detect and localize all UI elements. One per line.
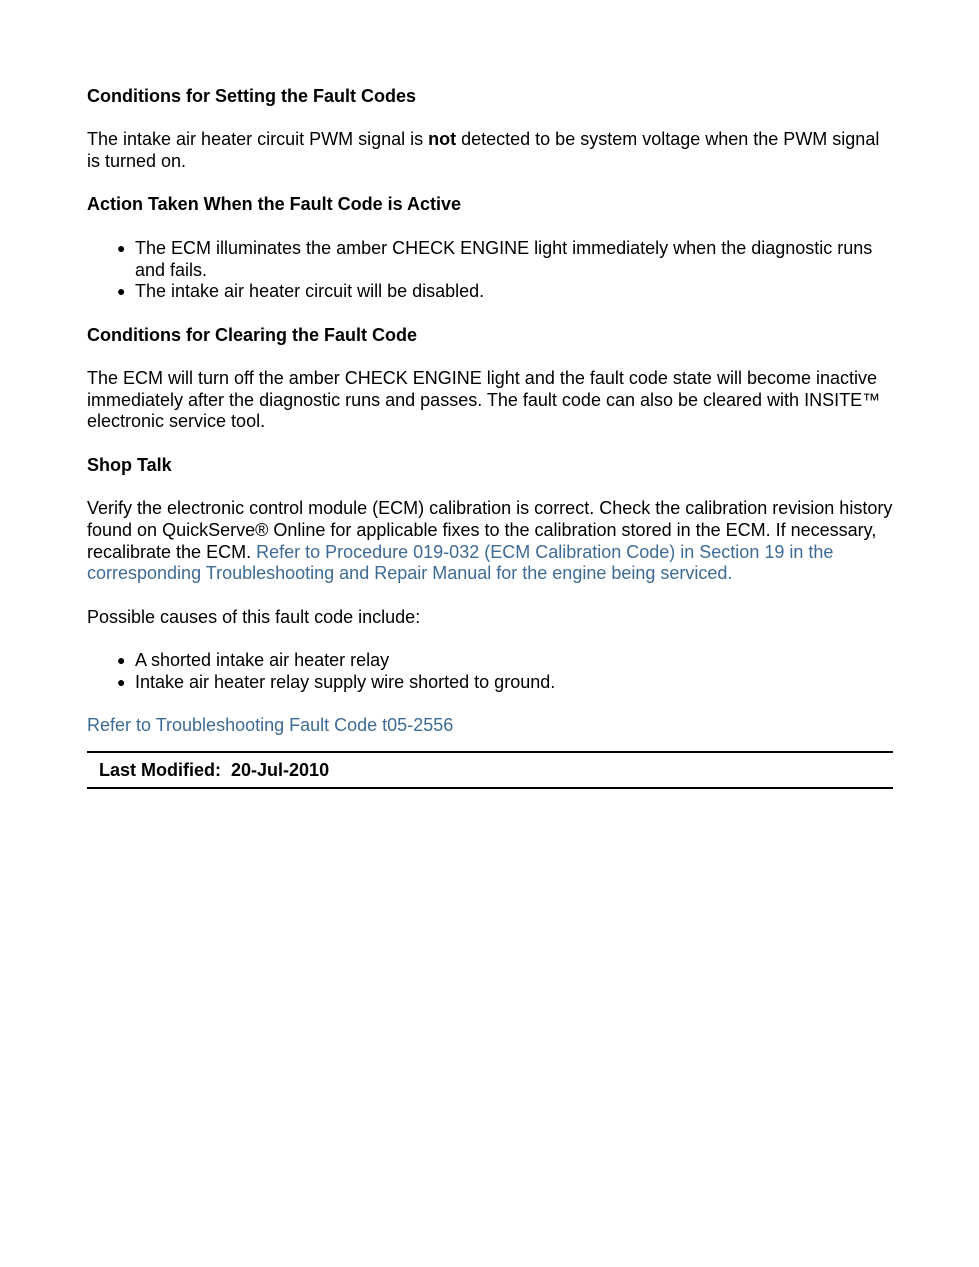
last-modified-date: 20-Jul-2010 (231, 759, 330, 780)
shop-talk-body: Verify the electronic control module (ECM) calibration is correct. Check the calibration revision history found on QuickServe® Online for applicable fixes to the calibration stored in the ECM. If necessary, recalibrate the ECM. (87, 498, 893, 562)
bullet-icon: ● (117, 283, 126, 300)
last-modified-footer (87, 751, 893, 789)
heading-clearing-conditions: Conditions for Clearing the Fault Code (87, 324, 417, 345)
bullet-icon: ● (117, 239, 126, 256)
setting-text-part-2: detected to be system voltage when the PWM signal is turned on. (87, 129, 880, 172)
shop-talk-text (87, 498, 893, 585)
list-item (87, 238, 893, 281)
list-item (87, 281, 893, 303)
list-item-text: A shorted intake air heater relay (135, 650, 390, 671)
fault-code-t05-2556-link[interactable]: Refer to Troubleshooting Fault Code t05-2556 (87, 715, 454, 736)
possible-causes-intro: Possible causes of this fault code include: (87, 606, 421, 627)
possible-causes-list (87, 650, 893, 693)
last-modified-label: Last Modified: (99, 759, 221, 780)
list-item-text: The intake air heater circuit will be disabled. (135, 281, 485, 302)
heading-action-taken: Action Taken When the Fault Code is Active (87, 194, 462, 215)
setting-text-part-1: The intake air heater circuit PWM signal is (87, 129, 429, 150)
list-item (87, 672, 893, 694)
setting-text-bold: not (428, 129, 457, 150)
procedure-019-032-link[interactable]: Refer to Procedure 019-032 (ECM Calibration Code) in Section 19 in the corresponding Troubleshooting and Repair Manual for the engine being serviced. (87, 541, 834, 584)
document-page (87, 86, 893, 789)
clearing-conditions-text: The ECM will turn off the amber CHECK ENGINE light and the fault code state will become inactive immediately after the diagnostic runs and passes. The fault code can also be cleared with INSITE™ electronic service tool. (87, 368, 881, 432)
list-item (87, 650, 893, 672)
fault-code-link-para (87, 715, 893, 737)
heading-setting-conditions: Conditions for Setting the Fault Codes (87, 86, 416, 106)
setting-conditions-text (87, 129, 893, 172)
bullet-icon: ● (117, 673, 126, 690)
heading-shop-talk: Shop Talk (87, 454, 172, 475)
action-taken-list (87, 238, 893, 303)
list-item-text: The ECM illuminates the amber CHECK ENGINE light immediately when the diagnostic runs and fails. (135, 237, 873, 280)
list-item-text: Intake air heater relay supply wire shorted to ground. (135, 671, 556, 692)
bullet-icon: ● (117, 652, 126, 669)
